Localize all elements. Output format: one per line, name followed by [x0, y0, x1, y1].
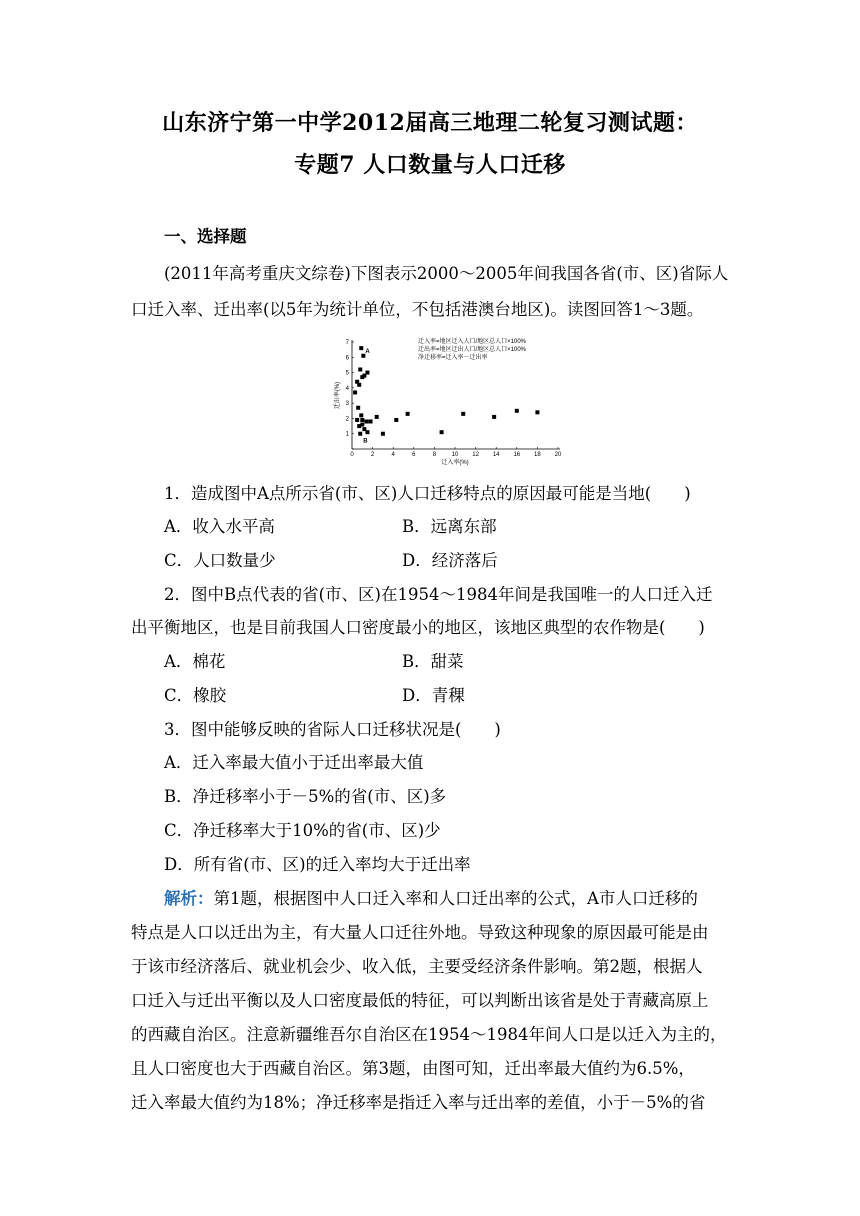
data-point [515, 409, 519, 413]
title-line-1: 山东济宁第一中学2012届高三地理二轮复习测试题： [162, 110, 698, 136]
x-tick-label: 8 [432, 452, 437, 458]
q1-option-b: B．远离东部 [402, 517, 497, 536]
q2-option-b: B．甜菜 [402, 652, 464, 671]
x-tick-label: 20 [554, 452, 562, 458]
q1-options-row-1 [164, 516, 764, 538]
data-point [355, 418, 359, 422]
section-heading: 一、选择题 [164, 227, 247, 246]
data-point [375, 415, 379, 419]
q1-option-d: D．经济落后 [402, 551, 498, 570]
analysis-line-2: 特点是人口以迁出为主，有大量人口迁往外地。导致这种现象的原因最可能是由 [131, 923, 709, 942]
data-point [353, 390, 357, 394]
q3-option-b: B．净迁移率小于－5%的省(市、区)多 [164, 787, 447, 806]
x-tick-label: 14 [492, 452, 500, 458]
analysis-line-5: 的西藏自治区。注意新疆维吾尔自治区在1954～1984年间人口是以迁入为主的， [131, 1025, 727, 1044]
intro-line-2: 口迁入率、迁出率(以5年为统计单位，不包括港澳台地区)。读图回答1～3题。 [131, 300, 704, 319]
q1-options-row-2 [164, 550, 764, 572]
q3-option-d: D．所有省(市、区)的迁入率均大于迁出率 [164, 855, 471, 874]
q1-stem: 1．造成图中A点所示省(市、区)人口迁移特点的原因最可能是当地( ) [164, 484, 691, 503]
q3-option-c: C．净迁移率大于10%的省(市、区)少 [164, 821, 441, 840]
y-tick-label: 4 [345, 385, 349, 392]
title-line-2: 专题7 人口数量与人口迁移 [294, 152, 566, 178]
x-tick-label: 6 [412, 452, 416, 458]
data-point [358, 432, 362, 436]
data-point [359, 413, 363, 417]
x-tick-label: 10 [451, 452, 459, 458]
intro-text-1: 下图表示2000～2005年间我国各省(市、区)省际人 [350, 264, 729, 283]
analysis-line-7: 迁入率最大值约为18%；净迁移率是指迁入率与迁出率的差值，小于－5%的省 [131, 1093, 706, 1112]
analysis-line-3: 于该市经济落后、就业机会少、收入低，主要受经济条件影响。第2题，根据人 [131, 957, 703, 976]
x-tick-label: 2 [370, 452, 375, 458]
q1-option-c: C．人口数量少 [164, 551, 276, 570]
y-tick-label: 3 [345, 401, 349, 408]
analysis-line-6: 且人口密度也大于西藏自治区。第3题，由图可知，迁出率最大值约为6.5%， [131, 1059, 695, 1078]
x-tick-label: 4 [391, 452, 395, 458]
data-point [365, 430, 369, 434]
data-point [359, 346, 363, 350]
q1-option-a: A．收入水平高 [164, 517, 275, 536]
migration-scatter-chart [332, 334, 572, 470]
data-point [356, 406, 360, 410]
data-point [360, 418, 364, 422]
y-tick-label: 2 [345, 416, 349, 423]
analysis-text-1: 第1题，根据图中人口迁入率和人口迁出率的公式，A市人口迁移的 [213, 889, 698, 908]
point-label: B [363, 438, 368, 445]
q2-stem-line-2: 出平衡地区，也是目前我国人口密度最小的地区，该地区典型的农作物是( ) [131, 618, 705, 637]
formula-text: 净迁移率=迁入率－迁出率 [418, 355, 488, 361]
y-tick-label: 7 [345, 340, 349, 346]
data-point [381, 432, 385, 436]
analysis-label: 解析： [164, 889, 214, 908]
y-axis-label: 迁出率(%) [335, 381, 341, 410]
data-point [358, 368, 362, 372]
y-tick-label: 5 [345, 370, 349, 377]
data-point [394, 418, 398, 422]
q3-stem: 3．图中能够反映的省际人口迁移状况是( ) [164, 720, 501, 739]
data-point [461, 412, 465, 416]
analysis-line-4: 口迁入与迁出平衡以及人口密度最低的特征，可以判断出该省是处于青藏高原上 [131, 991, 709, 1010]
data-point [364, 419, 368, 423]
q2-option-c: C．橡胶 [164, 686, 227, 705]
analysis-line-1 [164, 888, 764, 910]
data-point [365, 371, 369, 375]
intro-source: (2011年高考重庆文综卷) [164, 264, 351, 283]
x-axis-label: 迁入率(%) [441, 460, 469, 466]
q2-option-a: A．棉花 [164, 652, 226, 671]
x-tick-label: 12 [472, 452, 479, 458]
q2-options-row-1 [164, 651, 764, 673]
data-point [535, 410, 539, 414]
x-tick-label: 0 [350, 452, 354, 458]
q2-options-row-2 [164, 685, 764, 707]
data-point [440, 430, 444, 434]
x-tick-label: 16 [513, 452, 521, 458]
q2-stem-line-1: 2．图中B点代表的省(市、区)在1954～1984年间是我国唯一的人口迁入迁 [164, 585, 713, 604]
data-point [406, 412, 410, 416]
x-tick-label: 18 [534, 452, 541, 458]
data-point [360, 423, 364, 427]
formula-text: 迁出率=地区迁出人口/地区总人口×100% [418, 347, 527, 353]
data-point [492, 415, 496, 419]
q2-option-d: D．青稞 [402, 686, 465, 705]
intro-line-1 [164, 263, 764, 285]
formula-text: 迁入率=地区迁入人口/地区总人口×100% [418, 339, 527, 345]
y-tick-label: 6 [345, 355, 349, 362]
point-label: A [365, 349, 370, 356]
data-point [357, 383, 361, 387]
data-point [369, 419, 373, 423]
q3-option-a: A．迁入率最大值小于迁出率最大值 [164, 753, 424, 772]
y-tick-label: 1 [345, 431, 349, 438]
